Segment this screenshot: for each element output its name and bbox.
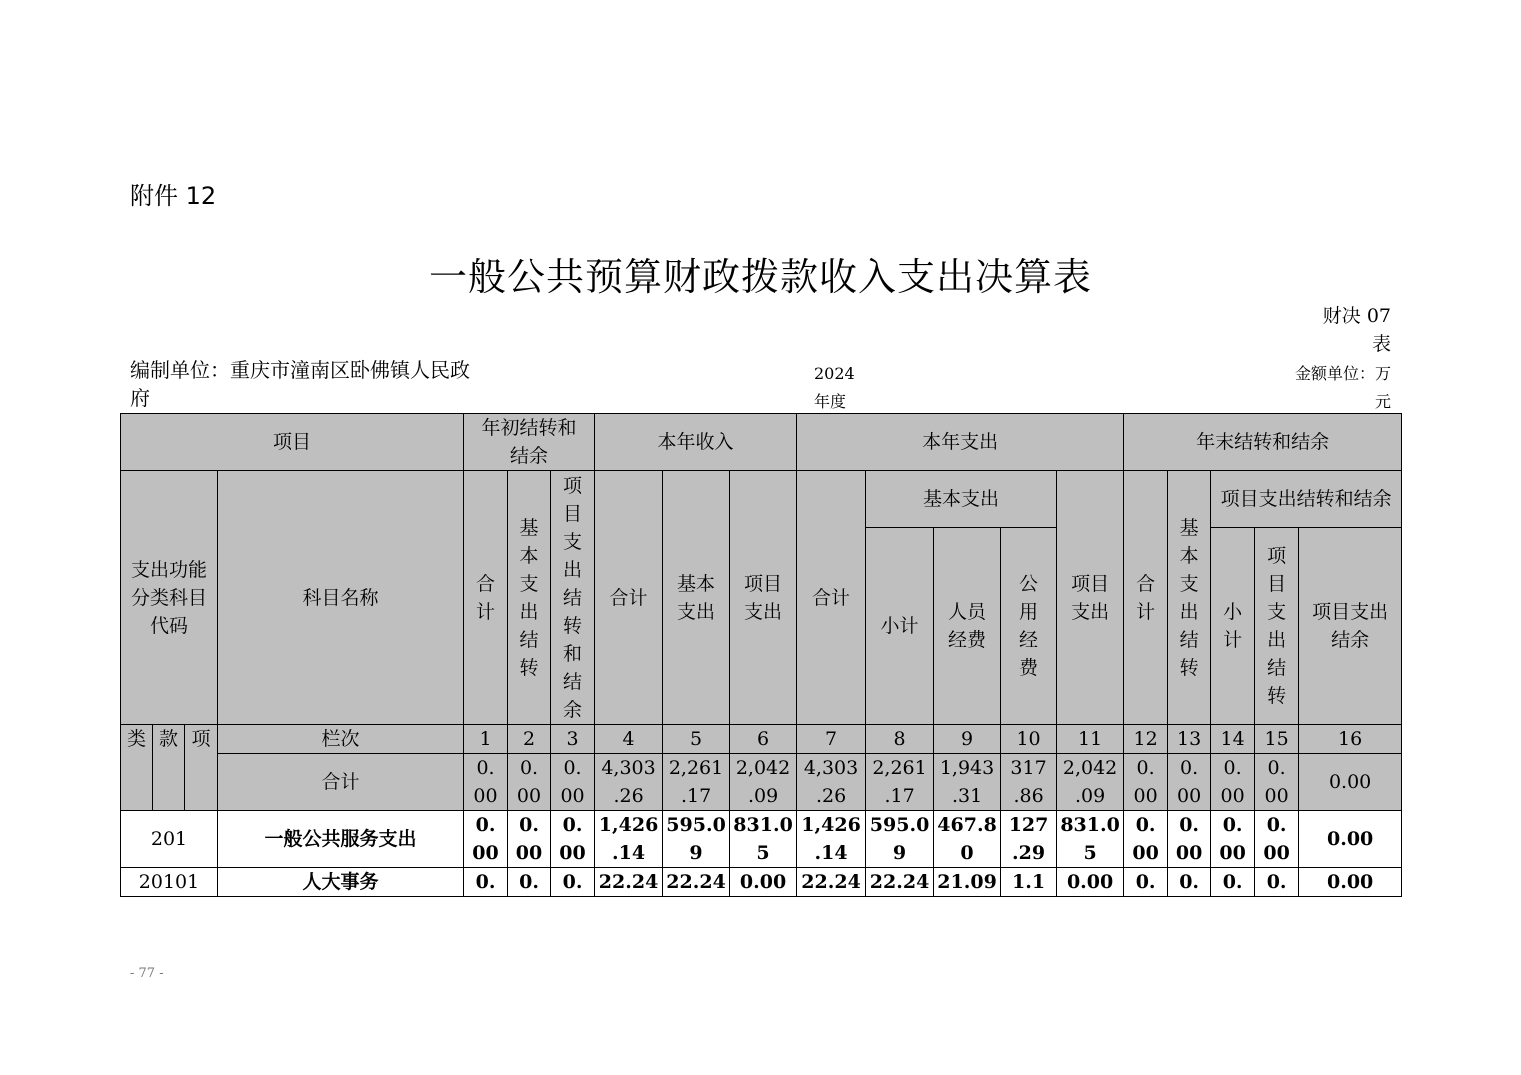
income-project-label: 项目支出 bbox=[744, 572, 783, 623]
cell-value: 0. bbox=[1168, 868, 1211, 897]
header-category: 类 bbox=[121, 725, 153, 811]
header-basic-exp: 基本支出 bbox=[866, 471, 1057, 528]
header-expense-project bbox=[1057, 471, 1124, 725]
cell-value: 0.00 bbox=[730, 868, 797, 897]
cell-value: 22.24 bbox=[663, 868, 730, 897]
cell-value: 0. bbox=[508, 868, 551, 897]
col-no: 1 bbox=[464, 725, 508, 754]
cell-value: 2,261 .17 bbox=[663, 754, 730, 811]
header-income-total: 合计 bbox=[595, 471, 663, 725]
header-income: 本年收入 bbox=[595, 414, 797, 471]
cell-value: 1,426 .14 bbox=[595, 811, 663, 868]
cell-value: 0. 00 bbox=[1255, 754, 1299, 811]
cell-value: 4,303 .26 bbox=[797, 754, 866, 811]
cell-value: 1.1 bbox=[1001, 868, 1057, 897]
cell-value: 127 .29 bbox=[1001, 811, 1057, 868]
cell-value: 831.0 5 bbox=[730, 811, 797, 868]
header-expense-total: 合计 bbox=[797, 471, 866, 725]
cell-value: 0. bbox=[464, 868, 508, 897]
cell-value: 22.24 bbox=[797, 868, 866, 897]
header-section: 款 bbox=[153, 725, 185, 811]
col-no: 12 bbox=[1124, 725, 1168, 754]
closing-subtotal-label: 小计 bbox=[1223, 601, 1243, 651]
header-opening-basic bbox=[508, 471, 551, 725]
closing-project-surplus-label: 项目支出结余 bbox=[1312, 601, 1389, 651]
col-no: 4 bbox=[595, 725, 663, 754]
cell-value: 0. bbox=[1211, 868, 1255, 897]
header-closing-project-surplus bbox=[1299, 528, 1402, 725]
col-no: 16 bbox=[1299, 725, 1402, 754]
col-no: 2 bbox=[508, 725, 551, 754]
row-name: 合计 bbox=[218, 754, 464, 811]
header-row-2 bbox=[121, 471, 1402, 528]
cell-value: 1,943 .31 bbox=[934, 754, 1001, 811]
row-code: 20101 bbox=[121, 868, 218, 897]
table-row bbox=[121, 811, 1402, 868]
form-number: 财决 07 表 bbox=[1322, 305, 1391, 355]
column-index-label: 栏次 bbox=[218, 725, 464, 754]
cell-value: 0. 00 bbox=[1211, 754, 1255, 811]
table-row-total bbox=[121, 754, 1402, 811]
cell-value: 0. 00 bbox=[551, 754, 595, 811]
closing-project-carry-label: 项目支出结转 bbox=[1267, 545, 1287, 707]
opening-project-label: 项目支出结转和结余 bbox=[563, 474, 583, 721]
col-no: 13 bbox=[1168, 725, 1211, 754]
page-title: 一般公共预算财政拨款收入支出决算表 bbox=[428, 255, 1092, 299]
column-index-row bbox=[121, 725, 1402, 754]
header-closing-subtotal bbox=[1211, 528, 1255, 725]
header-row-1 bbox=[121, 414, 1402, 471]
col-no: 3 bbox=[551, 725, 595, 754]
attachment-label: 附件 12 bbox=[130, 182, 217, 210]
header-subject-name: 科目名称 bbox=[218, 471, 464, 725]
cell-value: 2,042 .09 bbox=[730, 754, 797, 811]
cell-value: 831.0 5 bbox=[1057, 811, 1124, 868]
cell-value: 595.0 9 bbox=[663, 811, 730, 868]
personnel-label: 人员经费 bbox=[948, 601, 987, 651]
col-no: 5 bbox=[663, 725, 730, 754]
cell-value: 2,042 .09 bbox=[1057, 754, 1124, 811]
income-basic-label: 基本支出 bbox=[677, 572, 716, 623]
cell-value: 1,426 .14 bbox=[797, 811, 866, 868]
opening-basic-label: 基本支出结转 bbox=[519, 516, 539, 679]
header-clause: 项 bbox=[185, 725, 218, 811]
budget-table bbox=[120, 413, 1402, 897]
func-code-label: 支出功能分类科目代码 bbox=[130, 558, 207, 637]
row-name: 一般公共服务支出 bbox=[218, 811, 464, 868]
header-income-basic bbox=[663, 471, 730, 725]
col-no: 9 bbox=[934, 725, 1001, 754]
cell-value: 0. 00 bbox=[1124, 754, 1168, 811]
col-no: 8 bbox=[866, 725, 934, 754]
cell-value: 0. bbox=[551, 868, 595, 897]
cell-value: 0. 00 bbox=[551, 811, 595, 868]
header-closing-basic bbox=[1168, 471, 1211, 725]
expense-project-label: 项目支出 bbox=[1071, 572, 1110, 623]
col-no: 7 bbox=[797, 725, 866, 754]
cell-value: 0. 00 bbox=[508, 754, 551, 811]
cell-value: 595.0 9 bbox=[866, 811, 934, 868]
col-no: 15 bbox=[1255, 725, 1299, 754]
header-personnel bbox=[934, 528, 1001, 725]
col-no: 11 bbox=[1057, 725, 1124, 754]
opening-total-label: 合计 bbox=[476, 572, 496, 623]
cell-value: 0. 00 bbox=[1168, 754, 1211, 811]
cell-value: 0.00 bbox=[1057, 868, 1124, 897]
header-income-project bbox=[730, 471, 797, 725]
money-unit: 金额单位：万元 bbox=[1294, 364, 1391, 411]
cell-value: 0.00 bbox=[1299, 754, 1402, 811]
row-code: 201 bbox=[121, 811, 218, 868]
header-closing-project-carry bbox=[1255, 528, 1299, 725]
cell-value: 0. 00 bbox=[508, 811, 551, 868]
col-no: 14 bbox=[1211, 725, 1255, 754]
header-opening: 年初结转和结余 bbox=[464, 414, 595, 471]
row-name: 人大事务 bbox=[218, 868, 464, 897]
page-number: - 77 - bbox=[130, 966, 164, 981]
header-item: 项目 bbox=[121, 414, 464, 471]
fiscal-year: 2024 年度 bbox=[814, 364, 855, 411]
org-unit: 编制单位：重庆市潼南区卧佛镇人民政府 bbox=[130, 358, 470, 410]
header-closing: 年末结转和结余 bbox=[1124, 414, 1402, 471]
header-closing-project-group: 项目支出结转和结余 bbox=[1211, 471, 1402, 528]
header-closing-total bbox=[1124, 471, 1168, 725]
cell-value: 0. 00 bbox=[464, 754, 508, 811]
cell-value: 0. bbox=[1124, 868, 1168, 897]
cell-value: 4,303 .26 bbox=[595, 754, 663, 811]
col-no: 10 bbox=[1001, 725, 1057, 754]
header-expense: 本年支出 bbox=[797, 414, 1124, 471]
header-opening-project bbox=[551, 471, 595, 725]
cell-value: 467.8 0 bbox=[934, 811, 1001, 868]
header-opening-total bbox=[464, 471, 508, 725]
cell-value: 0.00 bbox=[1299, 868, 1402, 897]
table-row bbox=[121, 868, 1402, 897]
cell-value: 0. 00 bbox=[464, 811, 508, 868]
cell-value: 0. bbox=[1255, 868, 1299, 897]
header-func-code bbox=[121, 471, 218, 725]
col-no: 6 bbox=[730, 725, 797, 754]
public-label: 公用经费 bbox=[1019, 573, 1039, 679]
cell-value: 2,261 .17 bbox=[866, 754, 934, 811]
closing-total-label: 合计 bbox=[1136, 572, 1156, 623]
cell-value: 317 .86 bbox=[1001, 754, 1057, 811]
cell-value: 21.09 bbox=[934, 868, 1001, 897]
header-basic-subtotal: 小计 bbox=[866, 528, 934, 725]
cell-value: 22.24 bbox=[866, 868, 934, 897]
cell-value: 22.24 bbox=[595, 868, 663, 897]
cell-value: 0. 00 bbox=[1124, 811, 1168, 868]
cell-value: 0. 00 bbox=[1211, 811, 1255, 868]
closing-basic-label: 基本支出结转 bbox=[1179, 516, 1199, 679]
cell-value: 0.00 bbox=[1299, 811, 1402, 868]
header-public bbox=[1001, 528, 1057, 725]
cell-value: 0. 00 bbox=[1255, 811, 1299, 868]
cell-value: 0. 00 bbox=[1168, 811, 1211, 868]
